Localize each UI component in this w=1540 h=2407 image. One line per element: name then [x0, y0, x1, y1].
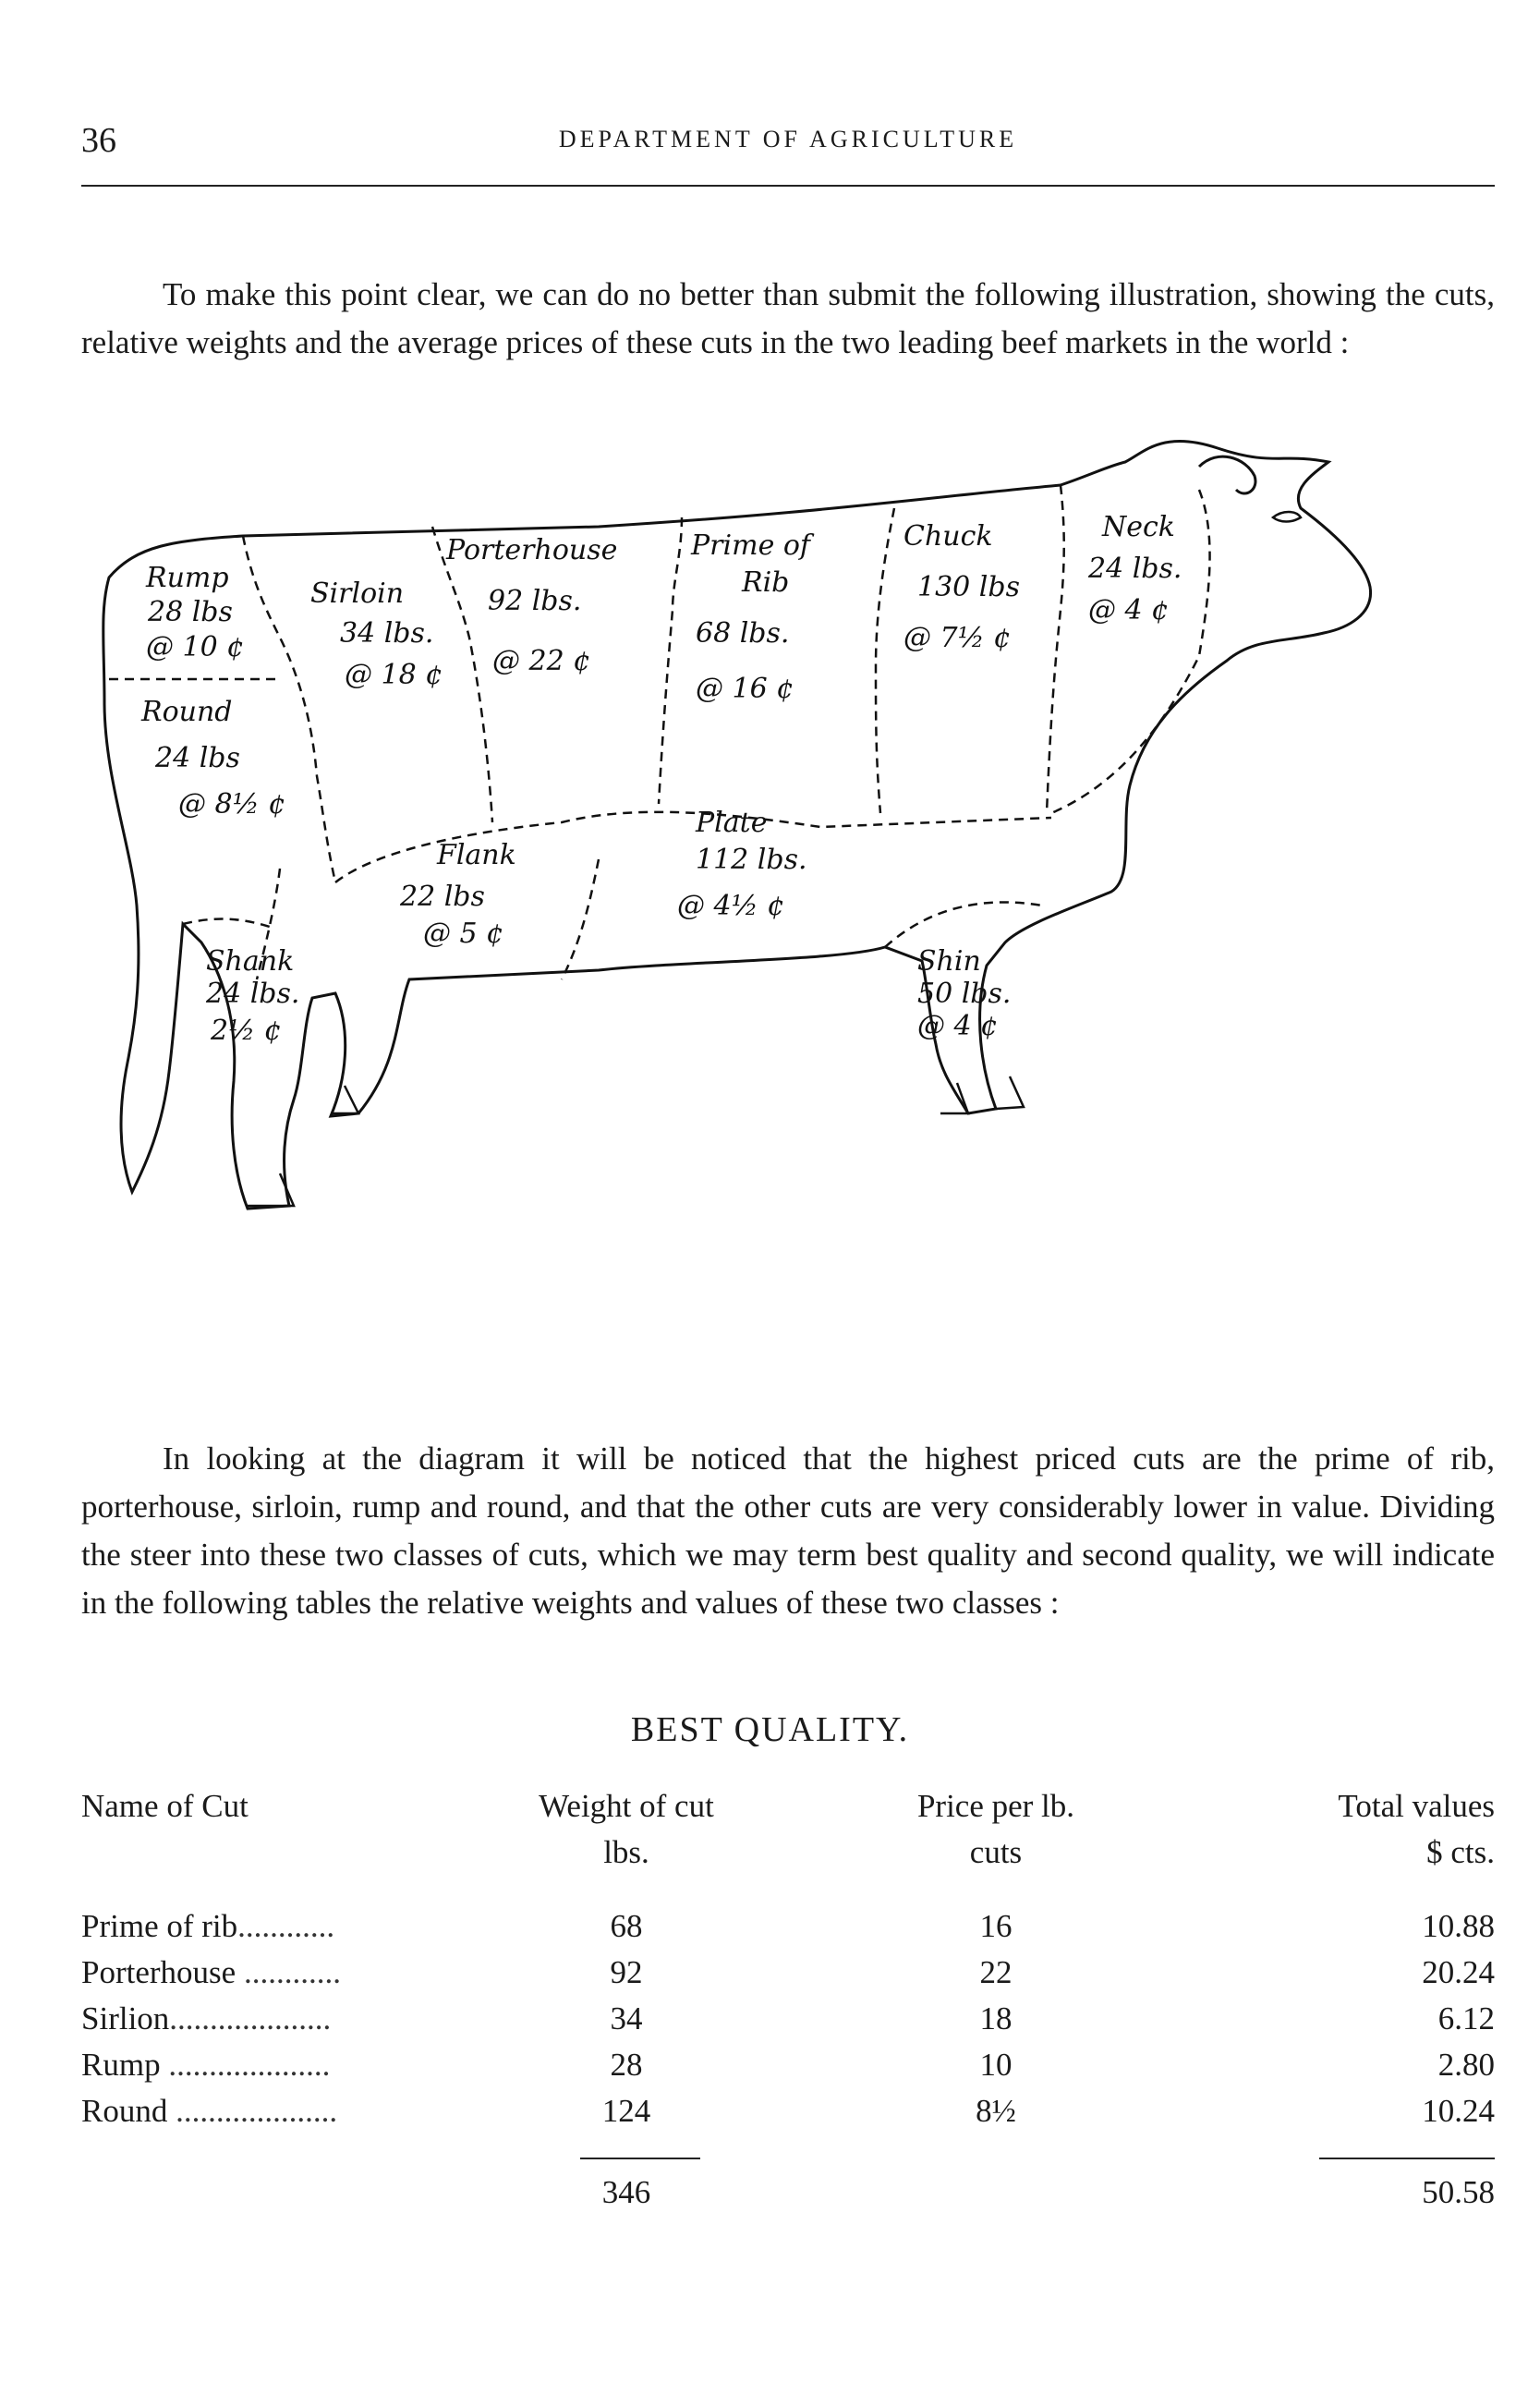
weight-sum-rule	[580, 2158, 700, 2159]
label-chuck	[903, 520, 1020, 654]
table-title: BEST QUALITY.	[630, 1710, 910, 1749]
steer-illustration	[81, 425, 1495, 1349]
cut-weight: 28	[610, 2047, 643, 2083]
beef-cuts-diagram	[81, 425, 1495, 1349]
svg-text:Flank: Flank	[437, 839, 516, 871]
cut-name: Prime of rib	[81, 1908, 238, 1944]
cut-name: Round	[81, 2093, 168, 2129]
label-porterhouse	[445, 534, 617, 677]
svg-text:@ 10 ¢: @ 10 ¢	[146, 631, 245, 663]
table-row	[81, 1950, 1495, 1996]
label-prime-of-rib	[690, 529, 815, 705]
svg-text:@ 8½ ¢: @ 8½ ¢	[178, 788, 286, 821]
cut-line	[885, 902, 1042, 947]
total-sum-rule	[1319, 2158, 1495, 2159]
header-price-unit: cuts	[969, 1834, 1023, 1870]
svg-text:68 lbs.: 68 lbs.	[696, 617, 790, 650]
cut-name: Sirlion	[81, 2000, 170, 2036]
svg-text:Prime of: Prime of	[691, 529, 811, 562]
svg-text:28 lbs: 28 lbs	[148, 596, 233, 628]
cut-total: 10.24	[1422, 2093, 1495, 2129]
header-name-of-cut: Name of Cut	[81, 1788, 249, 1824]
cut-total: 20.24	[1422, 1954, 1495, 1990]
header-rule	[81, 185, 1495, 187]
intro-paragraph: To make this point clear, we can do no better than submit the following illustration, showing the cuts, relative weights and the average prices of these cuts in the two leading beef markets in the world :	[81, 276, 1495, 360]
svg-text:@ 4 ¢: @ 4 ¢	[1088, 594, 1170, 626]
svg-text:Chuck: Chuck	[903, 520, 993, 553]
dot-leader: ....................	[168, 2047, 331, 2083]
sum-weight: 346	[601, 2174, 651, 2210]
cut-name: Porterhouse	[81, 1954, 236, 1990]
cut-line	[1047, 485, 1064, 813]
running-head: DEPARTMENT OF AGRICULTURE	[558, 126, 1018, 152]
label-sirloin	[310, 577, 443, 691]
cut-price: 22	[979, 1954, 1013, 1990]
svg-text:Rump: Rump	[146, 562, 229, 594]
eye	[1273, 512, 1301, 522]
svg-text:@ 7½ ¢: @ 7½ ¢	[903, 622, 1012, 654]
header-weight-unit: lbs.	[603, 1834, 649, 1870]
svg-text:Round: Round	[141, 696, 233, 728]
cut-line	[876, 508, 894, 813]
dot-leader: ............	[237, 1908, 335, 1944]
label-round	[140, 696, 285, 821]
page-header	[81, 120, 1495, 166]
horn	[1199, 456, 1255, 493]
cut-name: Rump	[81, 2047, 161, 2083]
cut-total: 2.80	[1437, 2047, 1495, 2083]
svg-text:Sirloin: Sirloin	[310, 577, 405, 610]
svg-text:@ 5 ¢: @ 5 ¢	[423, 918, 504, 950]
svg-text:22 lbs: 22 lbs	[400, 881, 485, 913]
table-row	[81, 1903, 1495, 1950]
label-shank	[205, 945, 299, 1047]
svg-text:24 lbs.: 24 lbs.	[206, 978, 300, 1010]
svg-text:24 lbs.: 24 lbs.	[1088, 553, 1182, 585]
svg-text:@ 16 ¢: @ 16 ¢	[696, 673, 794, 705]
explanation-paragraph: In looking at the diagram it will be noticed that the highest priced cuts are the prime of rib, porterhouse, sirloin, rump and round, and that the other cuts are very considerably lower in value. Dividing the steer into these two classes of cuts, which we may term best quality and second quality, we will indicate in the following tables the relative weights and values of these two classes :	[81, 1441, 1495, 1621]
dot-leader: ............	[243, 1954, 341, 1990]
svg-text:@ 4½ ¢: @ 4½ ¢	[677, 890, 785, 922]
svg-text:Porterhouse: Porterhouse	[446, 534, 618, 566]
dot-leader: ....................	[176, 2093, 338, 2129]
cut-line	[183, 919, 275, 929]
cut-price: 18	[979, 2000, 1013, 2036]
sum-total: 50.58	[1422, 2174, 1495, 2210]
cut-weight: 34	[610, 2000, 643, 2036]
svg-text:Shin: Shin	[917, 945, 981, 978]
header-weight: Weight of cut	[539, 1788, 714, 1824]
cut-total: 10.88	[1422, 1908, 1495, 1944]
svg-text:Shank: Shank	[206, 945, 295, 978]
svg-text:Neck: Neck	[1102, 511, 1175, 543]
header-price: Price per lb.	[916, 1788, 1075, 1824]
svg-text:Plate: Plate	[696, 807, 768, 839]
svg-text:2½ ¢: 2½ ¢	[211, 1015, 282, 1047]
label-neck	[1087, 511, 1182, 626]
dot-leader: ....................	[169, 2000, 332, 2036]
cut-line	[562, 859, 599, 979]
header-total-unit: $ cts.	[1426, 1834, 1495, 1870]
svg-text:50 lbs.: 50 lbs.	[917, 978, 1012, 1010]
svg-text:112 lbs.: 112 lbs.	[696, 844, 807, 876]
cut-line	[659, 517, 682, 804]
cut-total: 6.12	[1437, 2000, 1495, 2036]
table-row	[81, 1996, 1495, 2042]
cut-weight: 124	[601, 2093, 651, 2129]
cut-weight: 68	[610, 1908, 643, 1944]
svg-text:@ 22 ¢: @ 22 ¢	[492, 645, 591, 677]
label-plate	[677, 807, 807, 922]
svg-text:@ 4 ¢: @ 4 ¢	[917, 1010, 999, 1042]
totals-row	[81, 2170, 1495, 2216]
page-number: 36	[81, 121, 116, 160]
cut-price: 8½	[976, 2093, 1016, 2129]
svg-text:Rib: Rib	[742, 566, 790, 599]
svg-text:24 lbs: 24 lbs	[155, 742, 240, 774]
svg-text:92 lbs.: 92 lbs.	[488, 585, 582, 617]
label-flank	[399, 839, 516, 950]
svg-text:@ 18 ¢: @ 18 ¢	[345, 659, 443, 691]
svg-text:34 lbs.: 34 lbs.	[340, 617, 434, 650]
hoof	[996, 1076, 1024, 1109]
svg-text:130 lbs: 130 lbs	[917, 571, 1020, 603]
label-rump	[145, 562, 244, 663]
table-row	[81, 2088, 1495, 2134]
cut-price: 16	[979, 1908, 1013, 1944]
header-total: Total values	[1338, 1788, 1495, 1824]
label-shin	[917, 945, 1011, 1042]
cut-weight: 92	[610, 1954, 643, 1990]
cut-price: 10	[979, 2047, 1013, 2083]
table-row	[81, 2042, 1495, 2088]
